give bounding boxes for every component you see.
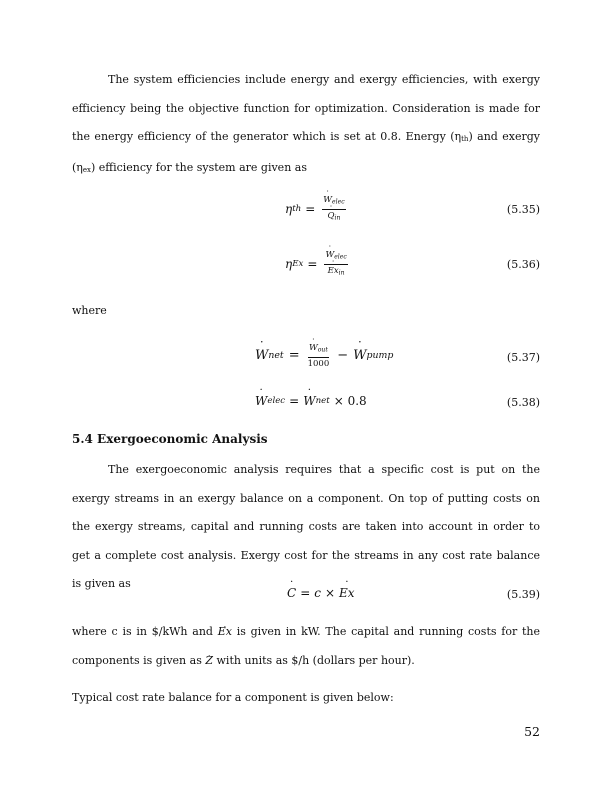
equation-number: (5.36)	[506, 258, 540, 271]
where-text: where	[72, 304, 107, 317]
equation-5-37: ˙ W net = ˙ $\frac{W_{out}}{1000}$ − ˙ W pump (5.37)	[72, 341, 540, 375]
equation-number: (5.37)	[506, 351, 540, 364]
equation-5-36: η Ex = ˙ $W_{elec}$ ˙ $Ex_{in}$ (5.36)	[72, 248, 540, 282]
page-number: 52	[524, 724, 540, 739]
paragraph-typical-balance: Typical cost rate balance for a component is given below:	[72, 691, 394, 704]
paragraph-cost-units: where c is in $/kWh and ˙ Ex is given in kW. The capital and running costs for the components is given as ˙ Z with units as $/h (dollars per hour).	[72, 618, 540, 675]
equation-5-35: η th = ˙ $W_{elec}$ ˙ $Q_{in}$ (5.35)	[72, 193, 540, 227]
paragraph-exergoeconomic: The exergoeconomic analysis requires that a specific cost is put on the exergy streams in an exergy balance on a component. On top of putting costs on the exergy streams, capital and running costs are taken into account in order to get a complete cost analysis. Exergy cost for the streams in any cost rate balance is given as	[72, 463, 540, 590]
equation-5-38: ˙ W elec = ˙ W net × 0.8 (5.38)	[72, 390, 540, 424]
section-heading: 5.4 Exergoeconomic Analysis	[72, 432, 268, 446]
equation-5-39: ˙ C = c × ˙ Ex (5.39)	[72, 582, 540, 616]
paragraph-efficiencies: The system efficiencies include energy and exergy efficiencies, with exergy efficiency being the objective function for optimization. Consideration is made for the energy efficiency of the generator which is set at 0.8. Energy (ηth) and exergy (ηex) efficiency for the system are given as	[72, 73, 540, 174]
equation-number: (5.38)	[506, 396, 540, 409]
equation-number: (5.39)	[506, 588, 540, 601]
equation-number: (5.35)	[506, 203, 540, 216]
